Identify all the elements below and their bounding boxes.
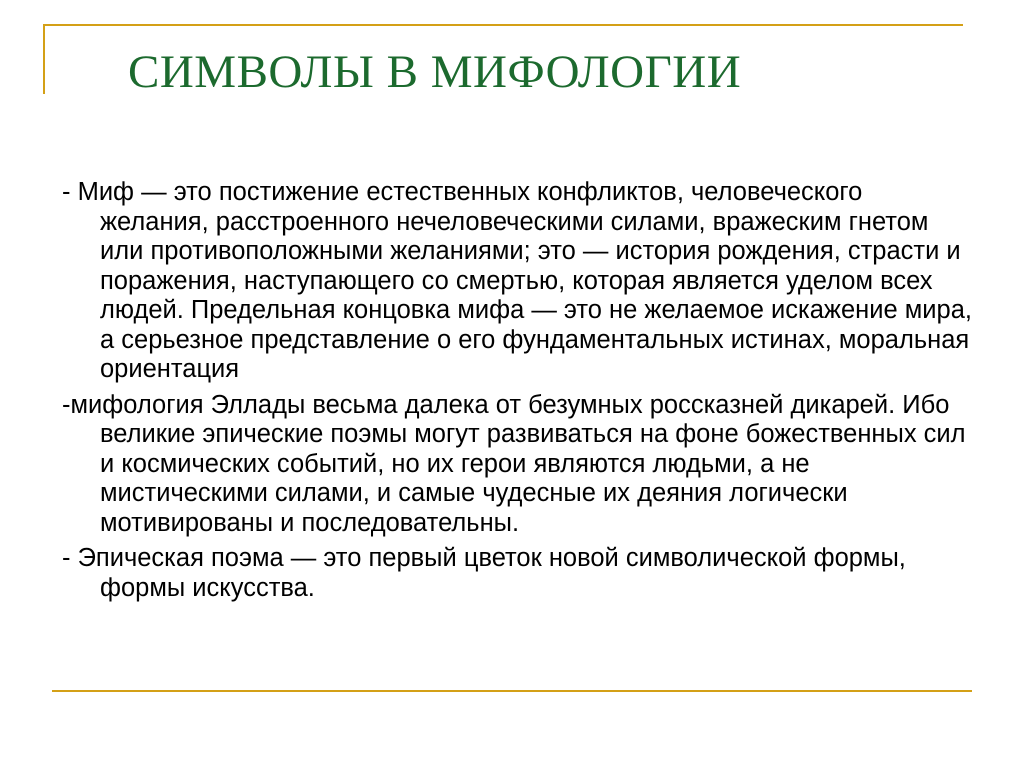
slide-body	[62, 178, 972, 609]
left-decorative-rule	[43, 24, 45, 94]
bottom-decorative-rule	[52, 690, 972, 692]
slide-title: СИМВОЛЫ В МИФОЛОГИИ	[128, 46, 742, 98]
top-decorative-rule	[43, 24, 963, 26]
paragraph-hellenic-mythology: -мифология Эллады весьма далека от безумных россказней дикарей. Ибо великие эпические поэмы могут развиваться на фоне божественных сил и космических событий, но их герои являются людьми, а не мистическими силами, и самые чудесные их деяния логически мотивированы и последовательны.	[62, 390, 966, 537]
paragraph-myth-definition: - Миф — это постижение естественных конфликтов, человеческого желания, расстроенного нечеловеческими силами, вражеским гнетом или противоположными желаниями; это — история рождения, страсти и поражения, наступающего со смертью, которая является уделом всех людей. Предельная концовка мифа — это не желаемое искажение мира, а серьезное представление о его фундаментальных истинах, моральная ориентация	[62, 178, 972, 383]
paragraph-epic-poem: - Эпическая поэма — это первый цветок новой символической формы, формы искусства.	[62, 544, 906, 602]
